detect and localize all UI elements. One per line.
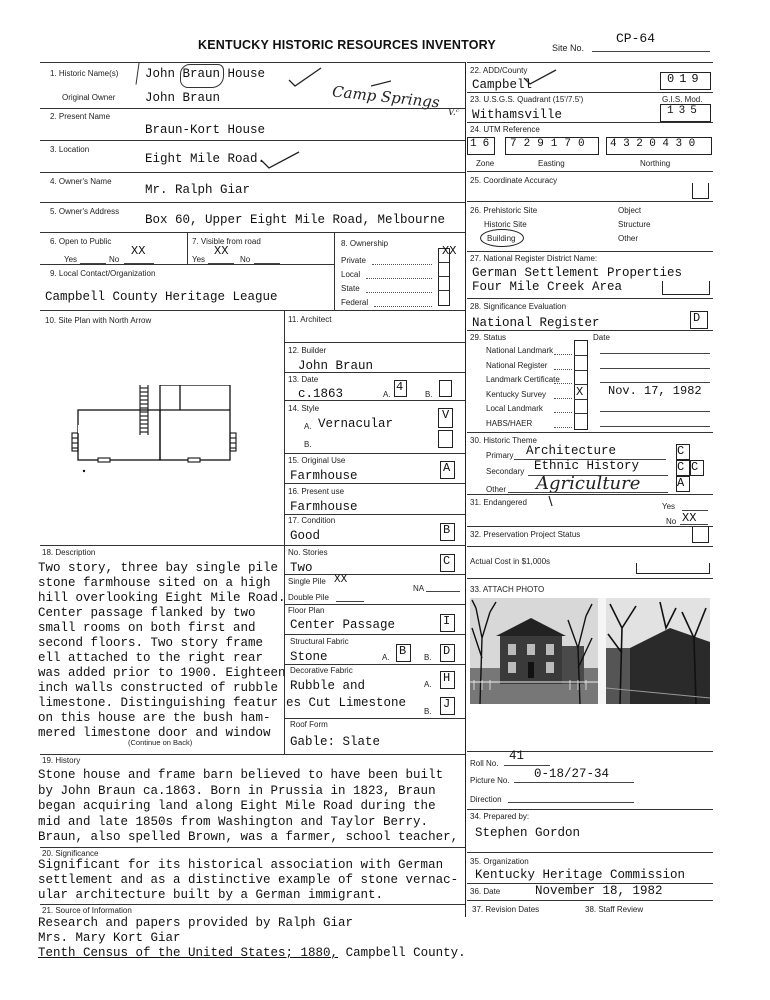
f29-label: 29. Status xyxy=(470,333,507,342)
na-line xyxy=(426,582,460,592)
description-line: inch walls constructed of rubble xyxy=(38,681,279,695)
f18-label: 18. Description xyxy=(42,548,96,557)
rule xyxy=(284,453,465,454)
f36-label: 36. Date xyxy=(470,887,501,896)
rule xyxy=(467,809,713,810)
condition-value: Good xyxy=(290,529,321,543)
organization-value: Kentucky Heritage Commission xyxy=(475,868,686,882)
other-value-handwritten: Agriculture xyxy=(536,473,641,494)
center-divider xyxy=(465,62,466,917)
rule xyxy=(438,290,449,291)
decorative-a: A. xyxy=(424,680,432,689)
floor-plan-value: Center Passage xyxy=(290,618,396,632)
rule xyxy=(284,634,465,635)
history-line: Stone house and frame barn believed to have been built xyxy=(38,768,444,782)
history-line: by John Braun ca.1863. Born in Prussia in 1823, Braun xyxy=(38,783,436,798)
district-code-box[interactable] xyxy=(662,281,710,295)
preservation-box[interactable] xyxy=(692,527,709,543)
description-line: hill overlooking Eight Mile Road. xyxy=(38,591,286,605)
other-label: Other xyxy=(486,485,507,494)
rule xyxy=(438,276,449,277)
rule xyxy=(467,432,713,433)
quadrant-code: 135 xyxy=(667,105,702,117)
site-no-value: CP-64 xyxy=(616,31,656,46)
significance-eval-value: National Register xyxy=(472,316,600,330)
census-title: Tenth Census of the United States; 1880, xyxy=(38,946,339,960)
description-line: limestone. Distinguishing featur xyxy=(38,696,279,710)
visible-road-mark: XX xyxy=(214,244,229,258)
decorative-value-2: es Cut Limestone xyxy=(286,696,407,710)
building-circle-mark xyxy=(480,229,524,247)
dots xyxy=(372,256,432,265)
open-public-mark: XX xyxy=(131,244,146,258)
endangered-no: No xyxy=(666,517,677,526)
rule xyxy=(467,330,713,331)
accuracy-box[interactable] xyxy=(692,183,709,199)
f6-yes: Yes xyxy=(64,255,78,264)
ownership-private: Private xyxy=(341,256,366,265)
f2-label: 2. Present Name xyxy=(50,112,111,121)
f4-label: 4. Owner's Name xyxy=(50,177,112,186)
secondary-code-1: C xyxy=(677,460,685,474)
ownership-federal: Federal xyxy=(341,298,369,307)
roll-line xyxy=(504,755,550,766)
f7-yes-line xyxy=(208,254,234,264)
f14-label: 14. Style xyxy=(288,404,320,413)
status-date-line xyxy=(600,360,710,369)
form-title: KENTUCKY HISTORIC RESOURCES INVENTORY xyxy=(198,38,496,52)
f38-label: 38. Staff Review xyxy=(585,905,644,914)
status-date-line xyxy=(600,374,710,383)
rule xyxy=(467,122,713,123)
f6-no: No xyxy=(109,255,120,264)
f24-label: 24. UTM Reference xyxy=(470,125,540,134)
rule xyxy=(574,355,587,356)
picture-line xyxy=(514,772,634,783)
rule xyxy=(40,264,334,265)
description-line: Two story, three bay single pile xyxy=(38,561,279,575)
significance-line: ular architecture built by a German immigrant. xyxy=(38,888,384,902)
dots xyxy=(554,375,572,384)
f16-label: 16. Present use xyxy=(288,487,345,496)
date-prepared-value: November 18, 1982 xyxy=(535,884,663,898)
description-line: second floors. Two story frame xyxy=(38,636,264,650)
history-line: began acquiring land along Eight Mile Road during the xyxy=(38,799,436,813)
primary-value: Architecture xyxy=(526,444,617,458)
significance-line: settlement and as a distinctive example of stone vernac- xyxy=(38,873,459,887)
decorative-label: Decorative Fabric xyxy=(290,666,353,675)
present-use-value: Farmhouse xyxy=(290,500,358,514)
endangered-no-mark: XX xyxy=(682,511,697,525)
status-item: Local Landmark xyxy=(486,404,543,413)
utm-easting-label: Easting xyxy=(538,159,565,168)
rule xyxy=(40,232,465,233)
rule xyxy=(467,526,713,527)
status-item: Landmark Certificate xyxy=(486,375,560,384)
f6-label: 6. Open to Public xyxy=(50,237,112,246)
quadrant-value: Withamsville xyxy=(472,108,563,122)
dots xyxy=(366,270,432,279)
utm-northing: 4320430 xyxy=(610,138,702,150)
rule xyxy=(40,172,465,173)
check-mark-icon xyxy=(522,68,558,86)
decorative-b-code: J xyxy=(443,697,451,711)
stories-label: No. Stories xyxy=(288,548,328,557)
braun-circle-mark xyxy=(180,64,224,88)
primary-label: Primary xyxy=(486,451,514,460)
site-plan-drawing xyxy=(68,385,248,490)
dots xyxy=(554,419,572,428)
rule xyxy=(284,400,465,401)
date-b-box[interactable] xyxy=(439,380,452,397)
rule xyxy=(40,754,465,755)
rule xyxy=(334,232,335,310)
f11-label: 11. Architect xyxy=(288,315,332,324)
dots xyxy=(554,361,572,370)
structural-a: A. xyxy=(382,653,390,662)
district-value-2: Four Mile Creek Area xyxy=(472,280,623,294)
local-contact-value: Campbell County Heritage League xyxy=(45,290,278,304)
building: Building xyxy=(487,234,516,243)
picture-value: 0-18/27-34 xyxy=(534,767,610,781)
f31-label: 31. Endangered xyxy=(470,498,527,507)
source-line: Mrs. Mary Kort Giar xyxy=(38,931,181,945)
actual-cost-box[interactable] xyxy=(636,563,710,574)
continue-note: (Continue on Back) xyxy=(128,738,193,747)
county-value: Campbell xyxy=(472,78,533,92)
other-line xyxy=(508,481,668,493)
handnote-camp-springs: Camp Springs xyxy=(331,82,441,112)
original-owner-value: John Braun xyxy=(145,91,221,105)
rule xyxy=(467,201,713,202)
double-pile-label: Double Pile xyxy=(288,593,329,602)
rule xyxy=(467,578,713,579)
source-line: Research and papers provided by Ralph Giar xyxy=(38,916,354,930)
roll-value: 41 xyxy=(509,749,525,763)
dots xyxy=(366,284,432,293)
rule xyxy=(284,718,465,719)
style-code: V xyxy=(442,408,450,422)
county-code: 019 xyxy=(667,72,704,86)
rule xyxy=(467,251,713,252)
date-b: B. xyxy=(425,390,433,399)
status-date-line xyxy=(600,403,710,412)
other: Other xyxy=(618,234,639,243)
date-value: c.1863 xyxy=(298,387,344,401)
endangered-no-line xyxy=(680,514,708,525)
census-line xyxy=(38,946,466,960)
f26-label: 26. Prehistoric Site xyxy=(470,206,538,215)
actual-cost-label: Actual Cost in $1,000s xyxy=(470,557,551,566)
utm-zone: 16 xyxy=(470,138,496,150)
description-line: was added prior to 1900. Eighteen xyxy=(38,666,286,680)
direction-label: Direction xyxy=(470,795,502,804)
rule xyxy=(40,202,465,203)
f7-no: No xyxy=(240,255,251,264)
rule xyxy=(467,171,713,172)
style-b-box[interactable] xyxy=(438,430,453,448)
secondary-value: Ethnic History xyxy=(534,459,640,473)
f25-label: 25. Coordinate Accuracy xyxy=(470,176,558,185)
structural-b-code: D xyxy=(443,644,451,658)
picture-label: Picture No. xyxy=(470,776,510,785)
pile-na: NA xyxy=(413,584,425,593)
f30-label: 30. Historic Theme xyxy=(470,436,537,445)
roof-value: Gable: Slate xyxy=(290,735,381,749)
rule xyxy=(467,298,713,299)
f3-label: 3. Location xyxy=(50,145,90,154)
status-date-line xyxy=(600,418,710,427)
f27-label: 27. National Register District Name: xyxy=(470,254,598,263)
rule xyxy=(467,751,713,752)
check-mark-icon xyxy=(259,148,301,170)
date-a-code: 4 xyxy=(396,380,404,394)
decorative-b: B. xyxy=(424,707,432,716)
dots xyxy=(554,404,572,413)
rule xyxy=(284,664,465,665)
f22-label: 22. ADD/County xyxy=(470,66,528,75)
decorative-a-code: H xyxy=(443,671,451,685)
attached-photo xyxy=(470,598,710,704)
rule xyxy=(467,62,713,63)
status-item: Kentucky Survey xyxy=(486,389,547,399)
single-pile-mark: XX xyxy=(334,574,348,586)
census-rest: Campbell County. xyxy=(338,946,466,960)
owner-address-value: Box 60, Upper Eight Mile Road, Melbourne xyxy=(145,213,446,227)
description-line: small rooms on both first and xyxy=(38,621,256,635)
rule xyxy=(467,900,713,901)
other-code: A xyxy=(677,476,685,490)
f12-label: 12. Builder xyxy=(288,346,327,355)
f1-label: 1. Historic Name(s) xyxy=(50,69,119,78)
floor-plan-label: Floor Plan xyxy=(288,606,325,615)
f13-label: 13. Date xyxy=(288,375,319,384)
rule xyxy=(187,232,188,264)
rule xyxy=(574,413,587,414)
status-date-label: Date xyxy=(593,333,610,342)
secondary-label: Secondary xyxy=(486,467,525,476)
description-line: mered limestone door and window xyxy=(38,726,271,740)
original-owner-label: Original Owner xyxy=(62,93,116,102)
object: Object xyxy=(618,206,642,215)
condition-code: B xyxy=(443,523,451,537)
rule xyxy=(284,514,465,515)
rule xyxy=(467,92,713,93)
history-line: mid and late 1850s from Washington and Taylor Berry. xyxy=(38,814,429,829)
ky-survey-date: Nov. 17, 1982 xyxy=(608,384,702,398)
rule xyxy=(40,62,465,63)
structural-value: Stone xyxy=(290,650,328,664)
f28-label: 28. Significance Evaluation xyxy=(470,302,567,311)
secondary-code-2: C xyxy=(691,460,699,474)
f37-label: 37. Revision Dates xyxy=(472,905,540,914)
dots xyxy=(554,346,572,355)
status-date-line xyxy=(600,345,710,354)
f17-label: 17. Condition xyxy=(288,516,336,525)
f15-label: 15. Original Use xyxy=(288,456,346,465)
rule xyxy=(467,546,713,547)
status-item: National Register xyxy=(486,360,548,370)
check-mark-icon xyxy=(287,66,323,88)
structural-b: B. xyxy=(424,653,432,662)
prepared-by-value: Stephen Gordon xyxy=(475,826,581,840)
history-line: Braun, also spelled Brown, was a farmer, school teacher, xyxy=(38,830,459,844)
f7-label: 7. Visible from road xyxy=(192,237,261,246)
rule xyxy=(40,140,465,141)
tick-mark-icon xyxy=(369,78,393,90)
rule xyxy=(574,399,587,400)
style-a: A. xyxy=(304,422,312,431)
historic-name-value: John Braun House xyxy=(145,67,266,81)
f6-no-line xyxy=(124,254,154,264)
endangered-yes-line xyxy=(682,500,708,511)
rule xyxy=(40,108,465,109)
f9-label: 9. Local Contact/Organization xyxy=(50,269,156,278)
single-pile-label: Single Pile xyxy=(288,577,326,586)
roll-label: Roll No. xyxy=(470,759,499,768)
rule xyxy=(284,604,465,605)
ownership-local: Local xyxy=(341,270,361,279)
present-name-value: Braun-Kort House xyxy=(145,123,266,137)
f23-label: 23. U.S.G.S. Quadrant (15'/7.5') xyxy=(470,95,584,104)
f5-label: 5. Owner's Address xyxy=(50,207,120,216)
stories-code: C xyxy=(443,554,451,568)
original-use-value: Farmhouse xyxy=(290,469,358,483)
description-line: Center passage flanked by two xyxy=(38,606,256,620)
significance-eval-code: D xyxy=(693,311,701,325)
description-line: ell attached to the right rear xyxy=(38,651,264,665)
rule xyxy=(40,545,465,546)
owner-name-value: Mr. Ralph Giar xyxy=(145,183,251,197)
decorative-value-1: Rubble and xyxy=(290,679,366,693)
utm-northing-label: Northing xyxy=(640,159,671,168)
significance-line: Significant for its historical association with German xyxy=(38,858,444,872)
utm-zone-label: Zone xyxy=(476,159,495,168)
rule xyxy=(284,310,285,754)
endangered-yes: Yes xyxy=(662,502,676,511)
rule xyxy=(467,852,713,853)
rule xyxy=(40,310,465,311)
f7-yes: Yes xyxy=(192,255,206,264)
rule xyxy=(40,904,465,905)
status-item: HABS/HAER xyxy=(486,418,533,428)
f7-no-line xyxy=(254,254,280,264)
pen-mark xyxy=(135,63,143,85)
rule xyxy=(284,372,465,373)
date-a: A. xyxy=(383,390,391,399)
status-item: National Landmark xyxy=(486,346,554,355)
f10-label: 10. Site Plan with North Arrow xyxy=(45,316,152,325)
builder-value: John Braun xyxy=(298,359,374,373)
style-b: B. xyxy=(304,440,312,449)
primary-code: C xyxy=(677,444,685,458)
f19-label: 19. History xyxy=(42,756,81,765)
location-value: Eight Mile Road. xyxy=(145,152,266,166)
rule xyxy=(284,483,465,484)
roof-label: Roof Form xyxy=(290,720,328,729)
f32-label: 32. Preservation Project Status xyxy=(470,530,581,539)
structural-a-code: B xyxy=(399,644,407,658)
rule xyxy=(284,574,465,575)
f34-label: 34. Prepared by: xyxy=(470,812,530,821)
gis-label: G.I.S. Mod. xyxy=(662,95,703,104)
rule xyxy=(40,847,465,848)
stories-value: Two xyxy=(290,561,313,575)
original-use-code: A xyxy=(443,461,451,475)
ownership-private-mark: XX xyxy=(442,244,457,258)
f6-yes-line xyxy=(80,254,106,264)
direction-line xyxy=(508,792,634,803)
rule xyxy=(574,370,587,371)
f35-label: 35. Organization xyxy=(470,857,529,866)
description-line: on this house are the bush ham- xyxy=(38,711,271,725)
rule xyxy=(438,262,449,263)
floor-plan-code: I xyxy=(443,614,451,628)
historic-site: Historic Site xyxy=(484,220,527,229)
check-mark-icon xyxy=(547,494,557,508)
structure: Structure xyxy=(618,220,651,229)
ownership-state: State xyxy=(341,284,360,293)
ky-survey-mark: X xyxy=(576,385,584,399)
double-pile-line xyxy=(336,592,364,602)
dots xyxy=(554,390,572,399)
rule xyxy=(467,494,713,495)
district-value-1: German Settlement Properties xyxy=(472,266,683,280)
rule xyxy=(284,342,465,343)
utm-easting: 729170 xyxy=(510,138,592,150)
f20-label: 20. Significance xyxy=(42,849,99,858)
site-no-label: Site No. xyxy=(552,43,585,53)
f21-label: 21. Source of Information xyxy=(42,906,132,915)
dots xyxy=(374,298,432,307)
handnote-vic: V.ᶜ xyxy=(448,108,459,118)
style-value: Vernacular xyxy=(318,417,394,431)
structural-label: Structural Fabric xyxy=(290,637,349,646)
f8-label: 8. Ownership xyxy=(341,239,389,248)
f33-label: 33. ATTACH PHOTO xyxy=(470,585,545,594)
description-line: stone farmhouse sited on a high xyxy=(38,576,271,590)
